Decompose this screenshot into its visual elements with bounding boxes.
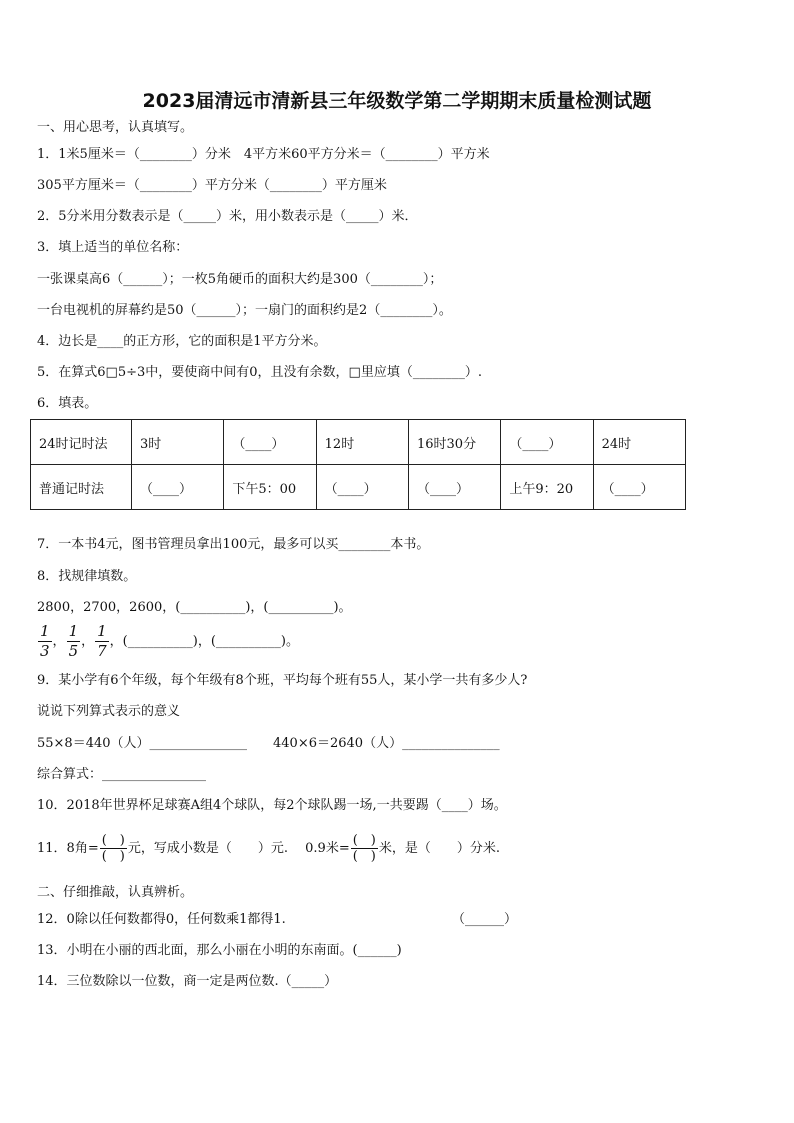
question-9-prompt: 说说下列算式表示的意义 [37,704,181,719]
question-11: 11．8角= $\frac{( )}{( )}$ 元，写成小数是（ ）元. 0.9米= $\frac{( )}{( )}$ 米，是（ ）分米. [37,833,501,864]
fraction: $\frac{1}{7}$ [97,622,107,660]
table-cell: （____） [316,465,408,510]
question-8-line-2: $\frac{1}{3}$ ， $\frac{1}{5}$ ， $\frac{1}{7}$ ，(__________)，(__________)。 [40,622,299,660]
table-cell: （____） [224,420,316,465]
question-4: 4．边长是____的正方形，它的面积是1平方分米。 [37,334,327,349]
table-cell: （____） [132,465,224,510]
question-12-answer-blank: （______） [452,912,518,927]
question-12: 12．0除以任何数都得0，任何数乘1都得1. [37,912,286,927]
question-3: 3．填上适当的单位名称： [37,240,189,255]
question-1-line-1: 1．1米5厘米＝（________）分米 4平方米60平方分米＝（________）平方米 [37,147,490,162]
question-1-line-2: 305平方厘米＝（________）平方分米（________）平方厘米 [37,178,387,193]
table-cell: 上午9：20 [501,465,593,510]
table-cell: 16时30分 [408,420,500,465]
question-14: 14．三位数除以一位数，商一定是两位数.（_____） [37,974,338,989]
table-row [31,465,686,510]
question-13: 13．小明在小丽的西北面，那么小丽在小明的东南面。(______) [37,943,402,958]
question-10: 10．2018年世界杯足球赛A组4个球队，每2个球队踢一场,一共要踢（____）场。 [37,798,507,813]
table-cell: （____） [501,420,593,465]
fraction: $\frac{( )}{( )}$ [352,833,376,864]
table-cell: 普通记时法 [31,465,132,510]
question-5: 5．在算式6□5÷3中，要使商中间有0，且没有余数，□里应填（________）. [37,365,482,380]
section-heading-2: 二、仔细推敲，认真辨析。 [37,885,194,900]
question-9-expressions: 55×8＝440（人）_______________ 440×6＝2640（人）_______________ [37,736,500,751]
fraction: $\frac{( )}{( )}$ [101,833,125,864]
time-conversion-table [30,419,686,510]
page-title: 2023届清远市清新县三年级数学第二学期期末质量检测试题 [142,90,652,112]
question-6: 6．填表。 [37,396,98,411]
fraction: $\frac{1}{3}$ [40,622,50,660]
table-cell: （____） [593,465,685,510]
table-cell: 24时记时法 [31,420,132,465]
question-7: 7．一本书4元，图书管理员拿出100元，最多可以买________本书。 [37,537,430,552]
table-cell: 下午5：00 [224,465,316,510]
table-cell: （____） [408,465,500,510]
question-8: 8．找规律填数。 [37,569,137,584]
section-heading-1: 一、用心思考，认真填写。 [37,120,194,135]
table-cell: 12时 [316,420,408,465]
table-cell: 3时 [132,420,224,465]
question-8-tail: ，(__________)，(__________)。 [109,634,299,649]
table-row [31,420,686,465]
fraction: $\frac{1}{5}$ [68,622,79,660]
question-8-line-1: 2800，2700，2600，(__________)，(__________)。 [37,600,352,615]
table-cell: 24时 [593,420,685,465]
question-9-combined: 综合算式：________________ [37,767,207,782]
question-2: 2．5分米用分数表示是（_____）米，用小数表示是（_____）米． [37,209,418,224]
question-3-line-1: 一张课桌高6（______）；一枚5角硬币的面积大约是300（________）； [37,272,443,287]
question-9: 9．某小学有6个年级，每个年级有8个班，平均每个班有55人，某小学一共有多少人? [37,673,528,688]
question-3-line-2: 一台电视机的屏幕约是50（______）；一扇门的面积约是2（________）。 [37,303,452,318]
